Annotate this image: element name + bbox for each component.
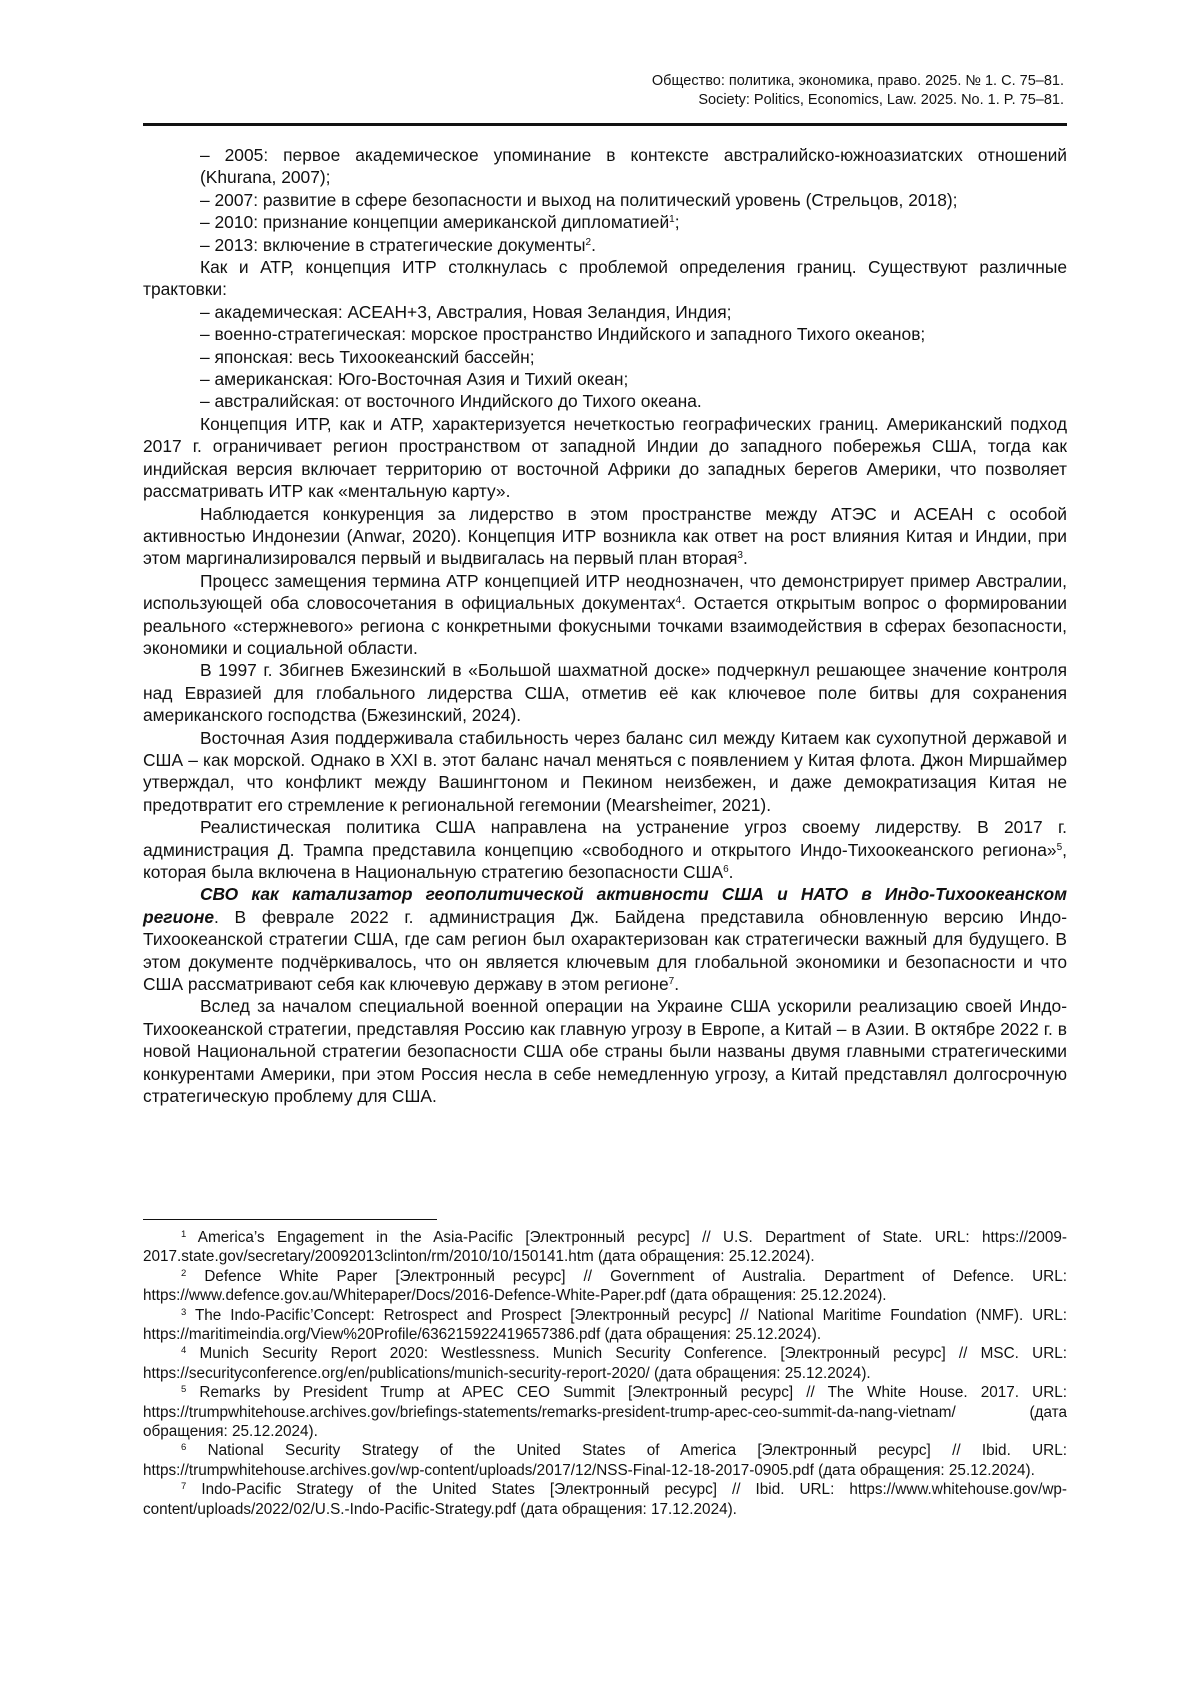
running-header <box>364 72 1064 110</box>
footnote-number: 7 <box>181 1481 187 1493</box>
footnote-ref[interactable]: 6 <box>723 864 729 875</box>
footnote: $^1$ America’s Engagement in the Asia-Pacific [Электронный ресурс] // U.S. Department of State. URL: https://2009-2017.state.gov/secretary/20092013clinton/rm/2010/10/150141.htm (дата обращения: 25.12.2024). <box>143 1229 1067 1266</box>
list-item: – 2007: развитие в сфере безопасности и выход на политический уровень (Стрельцов, 2018); <box>200 189 958 210</box>
list-item: – австралийская: от восточного Индийского до Тихого океана. <box>200 391 702 412</box>
paragraph: Восточная Азия поддерживала стабильность через баланс сил между Китаем как сухопутной державой и США – как морской. Однако в XXI в. этот баланс начал меняться с появлением у Китая флота. Джон Миршаймер утверждал, что конфликт между Вашингтоном и Пекином неизбежен, и даже демократизация Китая не предотвратит его стремление к региональной гегемонии (Mearsheimer, 2021). <box>143 727 1067 815</box>
paragraph: Как и АТР, концепция ИТР столкнулась с проблемой определения границ. Существуют различные трактовки: <box>143 257 1067 300</box>
header-rule <box>143 123 1067 126</box>
paragraph: СВО как катализатор геополитической активности США и НАТО в Индо-Тихоокеанском регионе. В феврале 2022 г. администрация Дж. Байдена представила обновленную версию Индо-Тихоокеанской стратегии США, где сам регион был охарактеризован как стратегически важный для будущего. В этом документе подчёркивалось, что он является ключевым для глобальной экономики и безопасности и что США рассматривают себя как ключевую державу в этом регионе$^7$. <box>143 884 1067 995</box>
footnote-number: 3 <box>181 1306 187 1318</box>
footnotes <box>143 1228 1067 1519</box>
footnote-number: 6 <box>181 1442 187 1454</box>
list-item: – американская: Юго-Восточная Азия и Тихий океан; <box>200 369 629 390</box>
footnote-ref[interactable]: 4 <box>675 595 682 607</box>
footnote-number: 1 <box>181 1229 187 1240</box>
footnote: $^6$ National Security Strategy of the United States of America [Электронный ресурс] // Ibid. URL: https://trumpwhitehouse.archives.gov/wp-content/uploads/2017/12/NSS-Final-12-18-2017-0905.pdf (дата обращения: 25.12.2024). <box>143 1442 1067 1479</box>
header-line-en: Society: Politics, Economics, Law. 2025. No. 1. P. 75–81. <box>698 92 1064 108</box>
footnote-ref[interactable]: 2 <box>585 236 592 248</box>
footnote: $^4$ Munich Security Report 2020: Westlessness. Munich Security Conference. [Электронный ресурс] // MSC. URL: https://securityconference.org/en/publications/munich-security-report-2020/ (дата обращения: 25.12.2024). <box>143 1345 1067 1382</box>
footnote: $^3$ The Indo-Pacific’Concept: Retrospect and Prospect [Электронный ресурс] // National Maritime Foundation (NMF). URL: https://maritimeindia.org/View%20Profile/636215922419657386.pdf (дата обращения: 25.12.2024). <box>143 1306 1067 1344</box>
footnote-number: 5 <box>181 1384 187 1396</box>
footnote-ref[interactable]: 3 <box>737 550 743 562</box>
header-line-ru: Общество: политика, экономика, право. 2025. № 1. С. 75–81. <box>651 73 1064 89</box>
paragraph: Реалистическая политика США направлена на устранение угроз своему лидерству. В 2017 г. администрация Д. Трампа представила концепцию «свободного и открытого Индо-Тихоокеанского региона»$^5$, которая была включена в Национальную стратегию безопасности США$^6$. <box>143 817 1067 882</box>
list-item: – 2005: первое академическое упоминание в контексте австралийско-южноазиатских отношений (Khurana, 2007); <box>200 145 1067 188</box>
list-item: – академическая: АСЕАН+3, Австралия, Новая Зеландия, Индия; <box>200 301 732 322</box>
footnote-ref[interactable]: 1 <box>669 214 675 226</box>
list-item: – военно-стратегическая: морское пространство Индийского и западного Тихого океанов; <box>200 324 926 345</box>
paragraph: Наблюдается конкуренция за лидерство в этом пространстве между АТЭС и АСЕАН с особой активностью Индонезии (Anwar, 2020). Концепция ИТР возникла как ответ на рост влияния Китая и Индии, при этом маргинализировался первый и выдвигалась на первый план вторая$^3$. <box>143 503 1067 569</box>
footnote-rule <box>143 1219 437 1220</box>
paragraph: Процесс замещения термина АТР концепцией ИТР неоднозначен, что демонстрирует пример Австралии, использующей оба словосочетания в официальных документах$^4$. Остается открытым вопрос о формировании реального «стержневого» региона с конкретными фокусными точками взаимодействия в сферах безопасности, экономики и социальной области. <box>143 570 1067 658</box>
paragraph: Концепция ИТР, как и АТР, характеризуется нечеткостью географических границ. Американский подход 2017 г. ограничивает регион пространством от западной Индии до западного побережья США, тогда как индийская версия включает территорию от восточной Африки до западных берегов Америки, что позволяет рассматривать ИТР как «ментальную карту». <box>143 413 1067 502</box>
list-item: – японская: весь Тихоокеанский бассейн; <box>200 346 535 367</box>
section-heading: СВО как катализатор геополитической активности США и НАТО в Индо-Тихоокеанском регионе <box>143 884 1067 927</box>
article-body <box>143 144 1067 1107</box>
footnote-number: 4 <box>181 1345 187 1357</box>
footnote: $^5$ Remarks by President Trump at APEC CEO Summit [Электронный ресурс] // The White House. 2017. URL: https://trumpwhitehouse.archives.gov/briefings-statements/remarks-president-trump-apec-ceo-summit-da-nang-vietnam/ (дата обращения: 25.12.2024). <box>143 1384 1067 1441</box>
footnote-number: 2 <box>181 1267 187 1279</box>
paragraph: Вслед за началом специальной военной операции на Украине США ускорили реализацию своей Индо-Тихоокеанской стратегии, представляя Россию как главную угрозу в Европе, а Китай – в Азии. В октябре 2022 г. в новой Национальной стратегии безопасности США обе страны были названы двумя главными стратегическими конкурентами Америки, при этом Россия несла в себе немедленную угрозу, а Китай представлял долгосрочную стратегическую проблему для США. <box>143 996 1067 1107</box>
list-item: – 2010: признание концепции американской дипломатией$^1$; <box>200 212 680 233</box>
footnote-ref[interactable]: 5 <box>1056 841 1063 853</box>
list-item: – 2013: включение в стратегические документы$^2$. <box>200 234 596 255</box>
footnote: $^7$ Indo-Pacific Strategy of the United States [Электронный ресурс] // Ibid. URL: https://www.whitehouse.gov/wp-content/uploads/2022/02/U.S.-Indo-Pacific-Strategy.pdf (дата обращения: 17.12.2024). <box>143 1481 1067 1518</box>
footnote: $^2$ Defence White Paper [Электронный ресурс] // Government of Australia. Department of Defence. URL: https://www.defence.gov.au/Whitepaper/Docs/2016-Defence-White-Paper.pdf (дата обращения: 25.12.2024). <box>143 1267 1067 1305</box>
footnote-ref[interactable]: 7 <box>668 976 675 988</box>
paragraph: В 1997 г. Збигнев Бжезинский в «Большой шахматной доске» подчеркнул решающее значение контроля над Евразией для глобального лидерства США, отметив её как ключевое поле битвы для сохранения американского господства (Бжезинский, 2024). <box>143 660 1067 726</box>
